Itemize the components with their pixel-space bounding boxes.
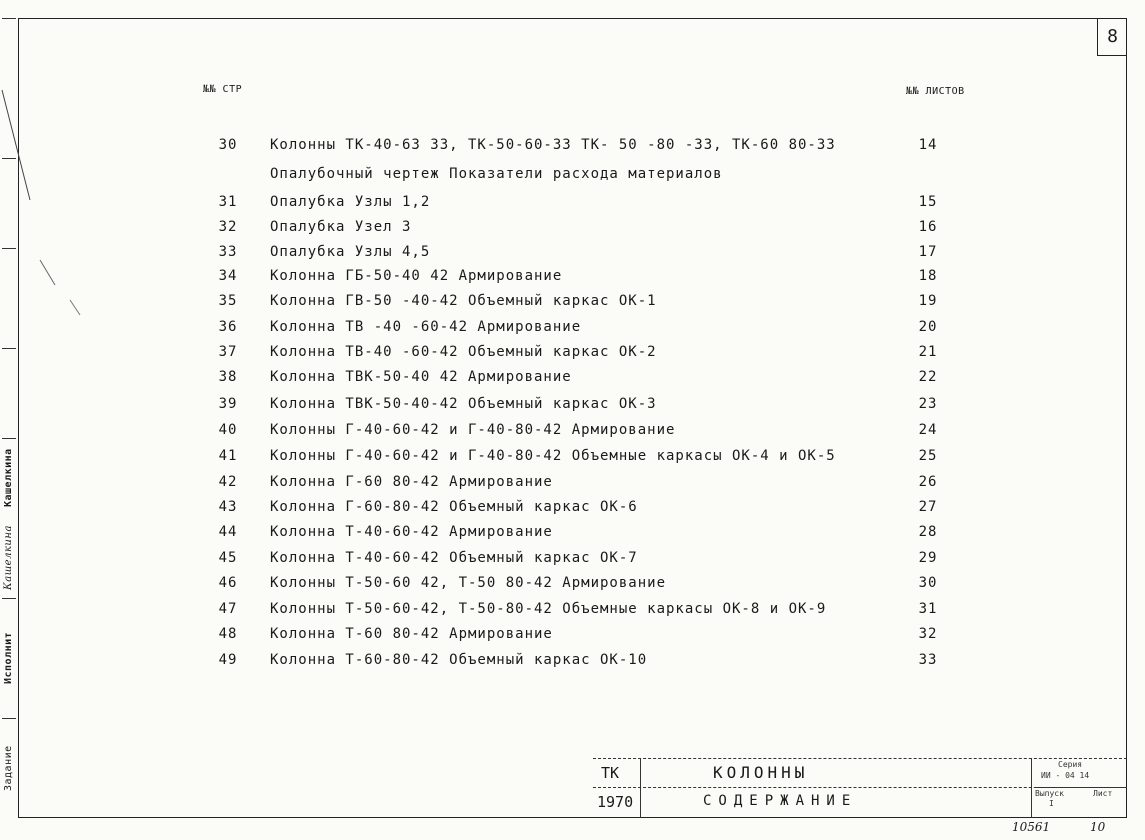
row-title: Колонна ТВК-50-40 42 Армирование	[270, 369, 572, 385]
header-page-column: №№ СТР	[203, 84, 243, 95]
stamp-divider	[1031, 758, 1032, 818]
row-title: Колонны Т-50-60 42, Т-50 80-42 Армирование	[270, 575, 667, 591]
row-page-number: 36	[218, 319, 238, 335]
row-sheet-number: 22	[918, 369, 938, 385]
row-title: Опалубка Узлы 1,2	[270, 194, 431, 210]
stamp-issue-label: Выпуск	[1035, 789, 1064, 798]
row-page-number: 31	[218, 194, 238, 210]
row-title: Колонна Т-60 80-42 Армирование	[270, 626, 553, 642]
row-sheet-number: 15	[918, 194, 938, 210]
row-sheet-number: 27	[918, 499, 938, 515]
stamp-code: ТК	[601, 764, 620, 782]
list-item	[0, 474, 1145, 496]
margin-role: Исполнит	[3, 631, 14, 685]
row-page-number: 42	[218, 474, 238, 490]
margin-name: Кашелкина	[3, 448, 14, 508]
list-item	[0, 524, 1145, 546]
row-sheet-number: 19	[918, 293, 938, 309]
row-page-number: 41	[218, 448, 238, 464]
row-title: Колонна Г-60 80-42 Армирование	[270, 474, 553, 490]
list-item	[0, 601, 1145, 623]
row-page-number: 34	[218, 268, 238, 284]
row-page-number: 33	[218, 244, 238, 260]
row-page-number: 49	[218, 652, 238, 668]
row-sheet-number: 26	[918, 474, 938, 490]
row-page-number: 40	[218, 422, 238, 438]
row-page-number: 30	[218, 137, 238, 153]
list-item	[0, 448, 1145, 470]
stamp-series-value: ИИ - 04 14	[1041, 771, 1090, 780]
row-sheet-number: 31	[918, 601, 938, 617]
row-sheet-number: 17	[918, 244, 938, 260]
row-title: Колонна Т-40-60-42 Армирование	[270, 524, 553, 540]
row-title: Колонны Г-40-60-42 и Г-40-80-42 Объемные каркасы ОК-4 и ОК-5	[270, 448, 836, 464]
list-item	[0, 550, 1145, 572]
list-item	[0, 166, 1145, 188]
margin-assignment: Задание	[3, 745, 14, 791]
list-item	[0, 626, 1145, 648]
list-item	[0, 244, 1145, 266]
row-page-number: 44	[218, 524, 238, 540]
stamp-year: 1970	[597, 793, 634, 811]
row-page-number: 47	[218, 601, 238, 617]
row-sheet-number: 20	[918, 319, 938, 335]
row-page-number: 43	[218, 499, 238, 515]
footer-sheet: 10	[1090, 820, 1106, 834]
row-page-number: 32	[218, 219, 238, 235]
row-sheet-number: 18	[918, 268, 938, 284]
stamp-sheet-label: Лист	[1093, 789, 1113, 798]
title-block	[593, 758, 1127, 818]
row-sheet-number: 25	[918, 448, 938, 464]
page-number: 8	[1097, 18, 1127, 56]
row-title: Колонна ТВ-40 -60-42 Объемный каркас ОК-2	[270, 344, 657, 360]
stamp-sheet-row	[1035, 787, 1125, 788]
list-item	[0, 396, 1145, 418]
margin-signature: Кашелкина	[3, 525, 14, 591]
row-page-number: 35	[218, 293, 238, 309]
row-title: Колонна ГВ-50 -40-42 Объемный каркас ОК-1	[270, 293, 657, 309]
row-sheet-number: 28	[918, 524, 938, 540]
row-title: Опалубка Узлы 4,5	[270, 244, 431, 260]
row-title: Колонны Г-40-60-42 и Г-40-80-42 Армирование	[270, 422, 676, 438]
row-page-number: 45	[218, 550, 238, 566]
row-sheet-number: 33	[918, 652, 938, 668]
row-title: Колонна ТВ -40 -60-42 Армирование	[270, 319, 582, 335]
row-sheet-number: 23	[918, 396, 938, 412]
row-page-number: 48	[218, 626, 238, 642]
stamp-title: КОЛОННЫ	[713, 763, 809, 782]
row-sheet-number: 24	[918, 422, 938, 438]
row-sheet-number: 30	[918, 575, 938, 591]
row-sheet-number: 32	[918, 626, 938, 642]
list-item	[0, 268, 1145, 290]
list-item	[0, 194, 1145, 216]
row-page-number: 37	[218, 344, 238, 360]
stamp-divider	[640, 758, 641, 818]
list-item	[0, 319, 1145, 341]
list-item	[0, 219, 1145, 241]
header-sheet-column: №№ ЛИСТОВ	[906, 86, 965, 97]
row-sheet-number: 14	[918, 137, 938, 153]
row-title: Колонны Т-50-60-42, Т-50-80-42 Объемные каркасы ОК-8 и ОК-9	[270, 601, 827, 617]
list-item	[0, 369, 1145, 391]
list-item	[0, 344, 1145, 366]
row-page-number: 38	[218, 369, 238, 385]
row-title: Колонна Г-60-80-42 Объемный каркас ОК-6	[270, 499, 638, 515]
row-title: Опалубка Узел 3	[270, 219, 412, 235]
row-sheet-number: 21	[918, 344, 938, 360]
list-item	[0, 137, 1145, 159]
row-title: Колонна Т-40-60-42 Объемный каркас ОК-7	[270, 550, 638, 566]
stamp-subtitle: СОДЕРЖАНИЕ	[703, 793, 858, 809]
row-sheet-number: 16	[918, 219, 938, 235]
row-title: Опалубочный чертеж Показатели расхода материалов	[270, 166, 723, 182]
row-page-number: 39	[218, 396, 238, 412]
row-sheet-number: 29	[918, 550, 938, 566]
row-page-number: 46	[218, 575, 238, 591]
list-item	[0, 293, 1145, 315]
row-title: Колонна Т-60-80-42 Объемный каркас ОК-10	[270, 652, 648, 668]
row-title: Колонны ТК-40-63 33, ТК-50-60-33 ТК- 50 -80 -33, ТК-60 80-33	[270, 137, 836, 153]
row-title: Колонна ТВК-50-40-42 Объемный каркас ОК-3	[270, 396, 657, 412]
stamp-top-line	[593, 758, 1127, 759]
stamp-issue-value: I	[1049, 799, 1054, 808]
list-item	[0, 422, 1145, 444]
list-item	[0, 652, 1145, 674]
list-item	[0, 575, 1145, 597]
list-item	[0, 499, 1145, 521]
row-title: Колонна ГБ-50-40 42 Армирование	[270, 268, 563, 284]
stamp-series-label: Серия	[1058, 760, 1083, 769]
archive-number: 10561	[1012, 820, 1051, 834]
